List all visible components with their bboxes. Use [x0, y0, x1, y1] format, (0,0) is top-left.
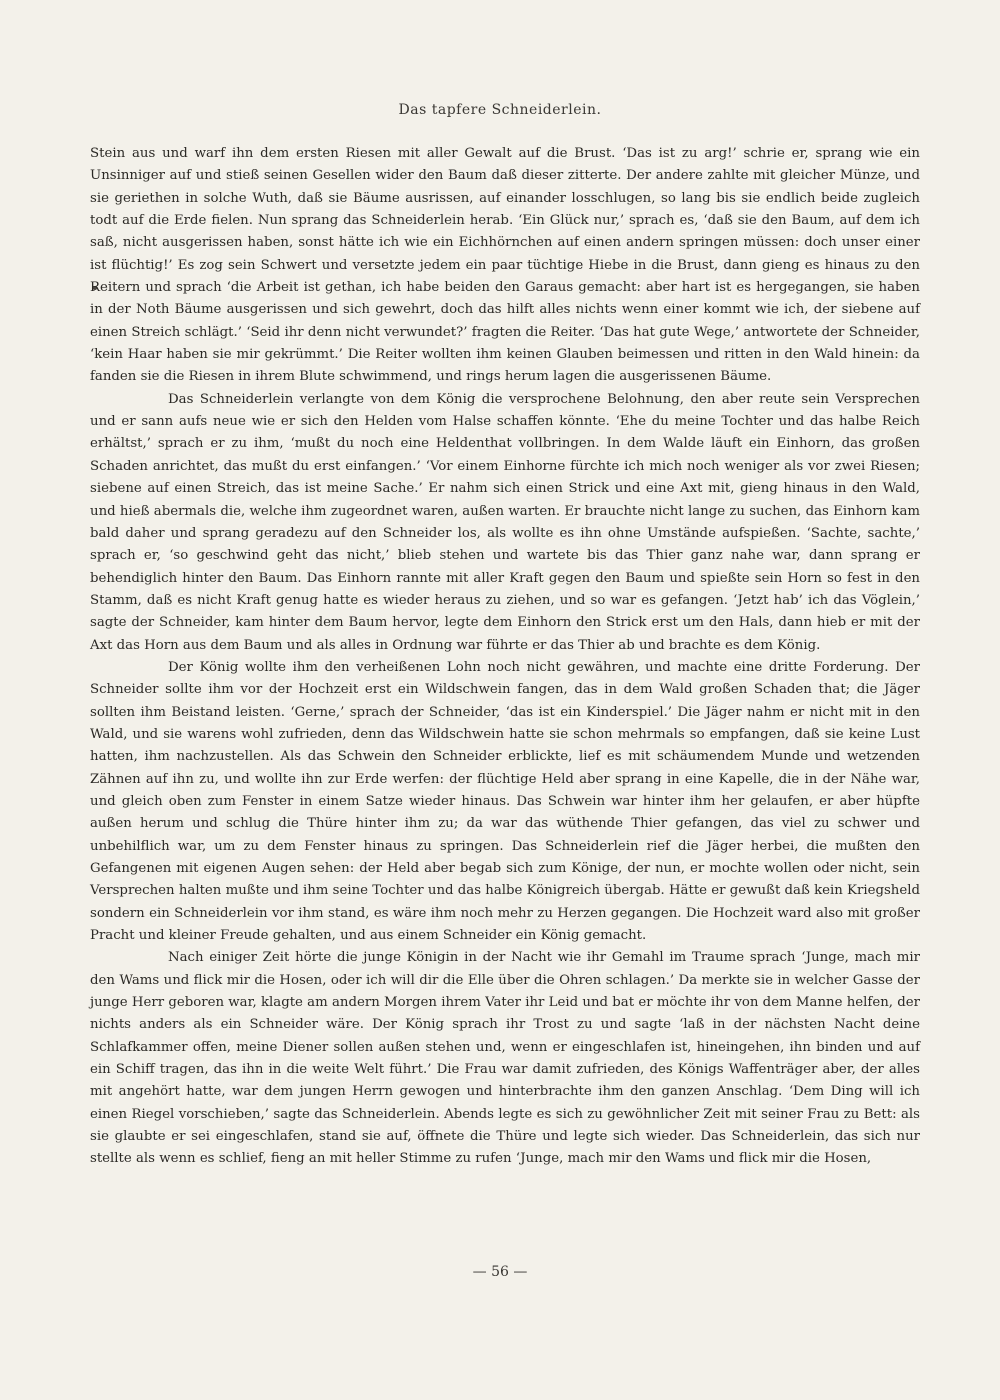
paragraph-2: Das Schneiderlein verlangte von dem König die versprochene Belohnung, den aber reute sein Versprechen und er sann aufs neue wie er sich den Helden vom Halse schaffen könnte. ‘Ehe du meine Tochter und das halbe Reich erhältst,’ sprach er zu ihm, ‘mußt du noch eine Heldenthat vollbringen. In dem Walde läuft ein Einhorn, das großen Schaden anrichtet, das mußt du erst einfangen.’ ‘Vor einem Einhorne fürchte ich mich noch weniger als vor zwei Riesen; siebene auf einen Streich, das ist meine Sache.’ Er nahm sich einen Strick und eine Axt mit, gieng hinaus in den Wald, und hieß abermals die, welche ihm zugeordnet waren, außen warten. Er brauchte nicht lange zu suchen, das Einhorn kam bald daher und sprang geradezu auf den Schneider los, als wollte es ihn ohne Umstände aufspießen. ‘Sachte, sachte,’ sprach er, ‘so geschwind geht das nicht,’ blieb stehen und wartete bis das Thier ganz nahe war, dann sprang er behendiglich hinter den Baum. Das Einhorn rannte mit aller Kraft gegen den Baum und spießte sein Horn so fest in den Stamm, daß es nicht Kraft genug hatte es wieder heraus zu ziehen, und so war es gefangen. ‘Jetzt hab’ ich das Vöglein,’ sagte der Schneider, kam hinter dem Baum hervor, legte dem Einhorn den Strick erst um den Hals, dann hieb er mit der Axt das Horn aus dem Baum und als alles in Ordnung war führte er das Thier ab und brachte es dem König.	[90, 391, 920, 653]
paragraph-3: Der König wollte ihm den verheißenen Lohn noch nicht gewähren, und machte eine dritte Forderung. Der Schneider sollte ihm vor der Hochzeit erst ein Wildschwein fangen, das in dem Wald großen Schaden that; die Jäger sollten ihm Beistand leisten. ‘Gerne,’ sprach der Schneider, ‘das ist ein Kinderspiel.’ Die Jäger nahm er nicht mit in den Wald, und sie warens wohl zufrieden, denn das Wildschwein hatte sie schon mehrmals so empfangen, daß sie keine Lust hatten, ihm nachzustellen. Als das Schwein den Schneider erblickte, lief es mit schäumendem Munde und wetzenden Zähnen auf ihn zu, und wollte ihn zur Erde werfen: der flüchtige Held aber sprang in eine Kapelle, die in der Nähe war, und gleich oben zum Fenster in einem Satze wieder hinaus. Das Schwein war hinter ihm her gelaufen, er aber hüpfte außen herum und schlug die Thüre hinter ihm zu; da war das wüthende Thier gefangen, das viel zu schwer und unbehilflich war, um zu dem Fenster hinaus zu springen. Das Schneiderlein rief die Jäger herbei, die mußten den Gefangenen mit eigenen Augen sehen: der Held aber begab sich zum Könige, der nun, er mochte wollen oder nicht, sein Versprechen halten mußte und ihm seine Tochter und das halbe Königreich übergab. Hätte er gewußt daß kein Kriegsheld sondern ein Schneiderlein vor ihm stand, es wäre ihm noch mehr zu Herzen gegangen. Die Hochzeit ward also mit großer Pracht und kleiner Freude gehalten, und aus einem Schneider ein König gemacht.	[90, 659, 920, 944]
paragraph-4: Nach einiger Zeit hörte die junge Königin in der Nacht wie ihr Gemahl im Traume sprach ‘Junge, mach mir den Wams und flick mir die Hosen, oder ich will dir die Elle über die Ohren schlagen.’ Da merkte sie in welcher Gasse der junge Herr geboren war, klagte am andern Morgen ihrem Vater ihr Leid und bat er möchte ihr von dem Manne helfen, der nichts anders als ein Schneider wäre. Der König sprach ihr Trost zu und sagte ‘laß in der nächsten Nacht deine Schlafkammer offen, meine Diener sollen außen stehen und, wenn er eingeschlafen ist, hineingehen, ihn binden und auf ein Schiff tragen, das ihn in die weite Welt führt.’ Die Frau war damit zufrieden, des Königs Waffenträger aber, der alles mit angehört hatte, war dem jungen Herrn gewogen und hinterbrachte ihm den ganzen Anschlag. ‘Dem Ding will ich einen Riegel vorschieben,’ sagte das Schneiderlein. Abends legte es sich zu gewöhnlicher Zeit mit seiner Frau zu Bett: als sie glaubte er sei eingeschlafen, stand sie auf, öffnete die Thüre und legte sich wieder. Das Schneiderlein, das sich nur stellte als wenn es schlief, fieng an mit heller Stimme zu rufen ‘Junge, mach mir den Wams und flick mir die Hosen,	[90, 950, 920, 1167]
running-title: Das tapfere Schneiderlein.	[398, 102, 602, 118]
body-text	[90, 143, 920, 1171]
paragraph-1: Stein aus und warf ihn dem ersten Riesen mit aller Gewalt auf die Brust. ‘Das ist zu arg!’ schrie er, sprang wie ein Unsinniger auf und stieß seinen Gesellen wider den Baum daß dieser zitterte. Der andere zahlte mit gleicher Münze, und sie geriethen in solche Wuth, daß sie Bäume ausrissen, auf einander losschlugen, so lang bis sie endlich beide zugleich todt auf die Erde fielen. Nun sprang das Schneiderlein herab. ‘Ein Glück nur,’ sprach es, ‘daß sie den Baum, auf dem ich saß, nicht ausgerissen haben, sonst hätte ich wie ein Eichhörnchen auf einen andern springen müssen: doch unser einer ist flüchtig!’ Es zog sein Schwert und versetzte jedem ein paar tüchtige Hiebe in die Brust, dann gieng es hinaus zu den Reitern und sprach ‘die Arbeit ist gethan, ich habe beiden den Garaus gemacht: aber hart ist es hergegangen, sie haben in der Noth Bäume ausgerissen und sich gewehrt, doch das hilft alles nichts wenn einer kommt wie ich, der siebene auf einen Streich schlägt.’ ‘Seid ihr denn nicht verwundet?’ fragten die Reiter. ‘Das hat gute Wege,’ antwortete der Schneider, ‘kein Haar haben sie mir gekrümmt.’ Die Reiter wollten ihm keinen Glauben beimessen und ritten in den Wald hinein: da fanden sie die Riesen in ihrem Blute schwimmend, und rings herum lagen die ausgerissenen Bäume.	[90, 146, 920, 385]
page-number: — 56 —	[472, 1264, 528, 1280]
